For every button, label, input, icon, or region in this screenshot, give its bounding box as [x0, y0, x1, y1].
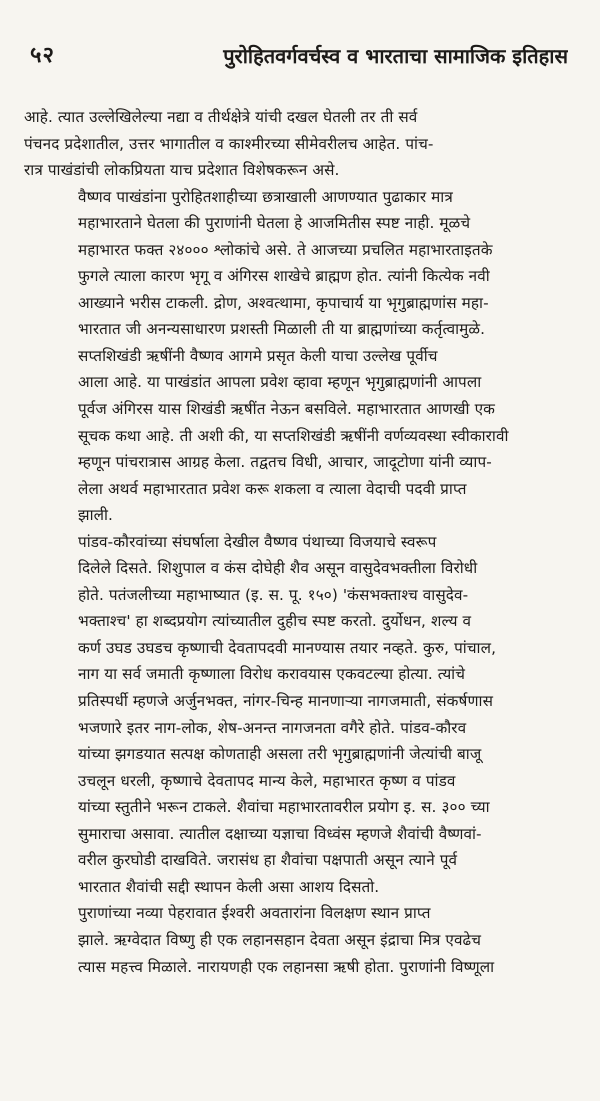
text-line: आला आहे. या पाखंडांत आपला प्रवेश व्हावा म्हणून भृगुब्राह्मणांनी आपला	[78, 373, 482, 392]
paragraph-3	[24, 343, 570, 529]
text-line: पुराणांच्या नव्या पेहरावात ईश्वरी अवतारांना विलक्षण स्थान प्राप्त	[78, 904, 431, 923]
page-header	[30, 40, 568, 82]
text-line: पांडव-कौरवांच्या संघर्षाला देखील वैष्णव पंथाच्या विजयाचे स्वरूप	[78, 532, 437, 551]
text-line: सुमाराचा असावा. त्यातील दक्षाच्या यज्ञाचा विध्वंस म्हणजे शैवांची वैष्णवां-	[78, 824, 482, 843]
text-line: नाग या सर्व जमाती कृष्णाला विरोध करावयास एकवटल्या होत्या. त्यांचे	[78, 665, 466, 684]
text-line: भारतात जी अनन्यसाधारण प्रशस्ती मिळाली ती या ब्राह्मणांच्या कर्तृत्वामुळे.	[78, 320, 486, 339]
text-line: प्रतिस्पर्धी म्हणजे अर्जुनभक्त, नांगर-चिन्ह मानणाऱ्या नागजमाती, संकर्षणास	[78, 692, 494, 711]
running-title: पुरोहितवर्गवर्चस्व व भारताचा सामाजिक इतिहास	[223, 44, 568, 68]
text-line: त्यास महत्त्व मिळाले. नारायणही एक लहानसा ऋषी होता. पुराणांनी विष्णूला	[78, 957, 495, 976]
text-line: रात्र पाखंडांची लोकप्रियता याच प्रदेशात विशेषकरून असे.	[24, 161, 340, 180]
text-line: महाभारत फक्त २४००० श्लोकांचे असे. ते आजच्या प्रचलित महाभारताइतके	[78, 240, 493, 259]
text-line: आहे. त्यात उल्लेखिलेल्या नद्या व तीर्थक्षेत्रे यांची दखल घेतली तर ती सर्व	[24, 108, 418, 126]
body-text	[24, 104, 570, 980]
text-line: आख्याने भरीस टाकली. द्रोण, अश्वत्थामा, कृपाचार्य या भृगुब्राह्मणांस महा-	[78, 293, 489, 312]
text-line: उचलून धरली, कृष्णाचे देवतापद मान्य केले, महाभारत कृष्ण व पांडव	[78, 771, 456, 790]
paragraph-1	[24, 104, 570, 184]
paragraph-4	[24, 529, 570, 901]
text-line: सप्तशिखंडी ऋषींनी वैष्णव आगमे प्रसृत केली याचा उल्लेख पूर्वीच	[78, 346, 438, 365]
text-line: महाभारताने घेतला की पुराणांनी घेतला हे आजमितीस स्पष्ट नाही. मूळचे	[78, 214, 471, 233]
text-line: वैष्णव पाखंडांना पुरोहितशाहीच्या छत्राखाली आणण्यात पुढाकार मात्र	[78, 187, 453, 206]
text-line: पूर्वज अंगिरस यास शिखंडी ऋषींत नेऊन बसविले. महाभारतात आणखी एक	[78, 400, 495, 419]
text-line: भक्ताश्च' हा शब्दप्रयोग त्यांच्यातील दुहीच स्पष्ट करतो. दुर्योधन, शल्य व	[78, 612, 472, 631]
text-line: सूचक कथा आहे. ती अशी की, या सप्तशिखंडी ऋषींनी वर्णव्यवस्था स्वीकारावी	[78, 426, 509, 445]
text-line: कर्ण उघड उघडच कृष्णाची देवतापदवी मानण्यास तयार नव्हते. कुरु, पांचाल,	[78, 638, 497, 657]
text-line: भजणारे इतर नाग-लोक, शेष-अनन्त नागजनता वगैरे होते. पांडव-कौरव	[78, 718, 467, 737]
text-line: फुगले त्याला कारण भृगू व अंगिरस शाखेचे ब्राह्मण होत. त्यांनी कित्येक नवी	[78, 267, 490, 286]
text-line: यांच्या स्तुतीने भरून टाकले. शैवांचा महाभारतावरील प्रयोग इ. स. ३०० च्या	[78, 798, 490, 817]
paragraph-5	[24, 900, 570, 980]
page-number: ५२	[30, 43, 55, 68]
text-line: दिलेले दिसते. शिशुपाल व कंस दोघेही शैव असून वासुदेवभक्तीला विरोधी	[78, 559, 478, 578]
text-line: भारतात शैवांची सद्दी स्थापन केली असा आशय दिसतो.	[78, 877, 380, 896]
paragraph-2	[24, 184, 570, 343]
text-line: होते. पतंजलीच्या महाभाष्यात (इ. स. पू. १५०) 'कंसभक्ताश्च वासुदेव-	[78, 585, 469, 604]
text-line: यांच्या झगडयात सत्पक्ष कोणताही असला तरी भृगुब्राह्मणांनी जेत्यांची बाजू	[78, 745, 482, 764]
text-line: लेला अथर्व महाभारतात प्रवेश करू शकला व त्याला वेदाची पदवी प्राप्त	[78, 479, 467, 498]
text-line: पंचनद प्रदेशातील, उत्तर भागातील व काश्मीरच्या सीमेवरीलच आहेत. पांच-	[24, 134, 434, 153]
text-line: झाले. ऋग्वेदात विष्णु ही एक लहानसहान देवता असून इंद्राचा मित्र एवढेच	[78, 930, 482, 949]
text-line: वरील कुरघोडी दाखविते. जरासंध हा शैवांचा पक्षपाती असून त्याने पूर्व	[78, 851, 458, 870]
text-line: झाली.	[78, 506, 114, 525]
text-line: म्हणून पांचरात्रास आग्रह केला. तद्वतच विधी, आचार, जादूटोणा यांनी व्याप-	[78, 453, 492, 472]
